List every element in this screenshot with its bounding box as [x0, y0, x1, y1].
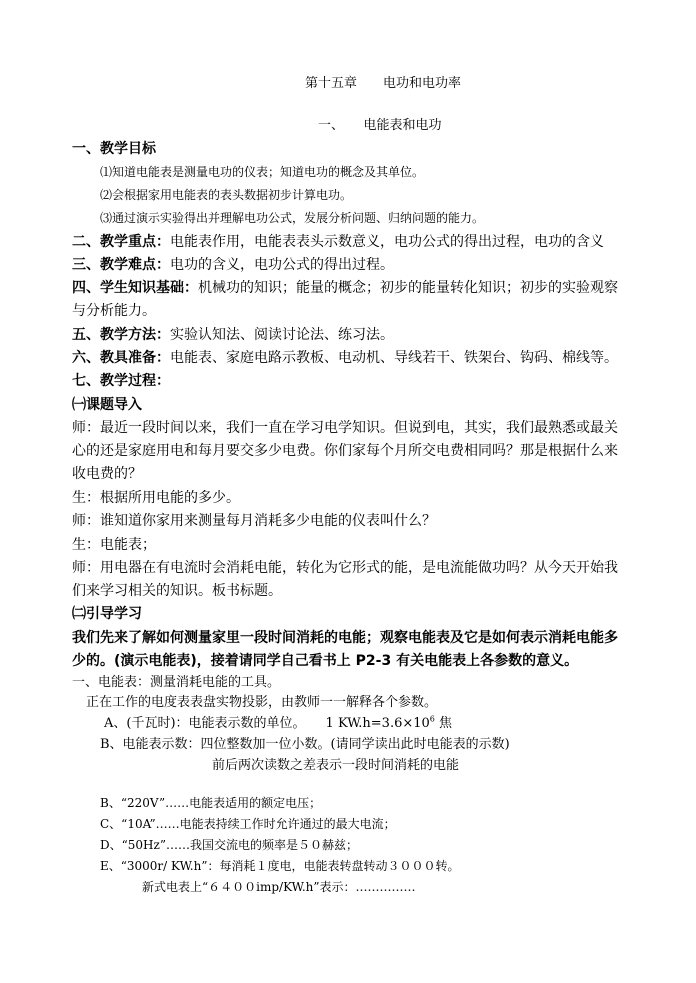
unit-conversion-base: 1 KW.h=3.6×10: [325, 716, 430, 731]
dialogue-line: 心的还是家庭用电和每月要交多少电费。你们家每个月所交电费相同吗？那是根据什么来: [72, 443, 618, 459]
key-points-heading: 二、教学重点：: [72, 234, 170, 250]
dialogue-line: 们来学习相关的知识。板书标题。: [72, 583, 282, 599]
param-current: C、“10A”……电能表持续工作时允许通过的最大电流；: [100, 817, 396, 831]
reading-difference: 前后两次读数之差表示一段时间消耗的电能: [212, 758, 460, 773]
goal-item: ⑵会根据家用电能表的表头数据初步计算电功。: [100, 188, 353, 202]
dialogue-line: 收电费的？: [72, 466, 142, 482]
methods-text: 实验认知法、阅读讨论法、练习法。: [170, 327, 394, 343]
bold-instruction: 我们先来了解如何测量家里一段时间消耗的电能；观察电能表及它是如何表示消耗电能多: [72, 630, 618, 646]
knowledge-base-cont: 与分析能力。: [72, 303, 156, 319]
dialogue-line: 师：谁知道你家用来测量每月消耗多少电能的仪表叫什么？: [72, 513, 436, 529]
meter-definition: 一、电能表：测量消耗电能的工具。: [72, 675, 281, 690]
heading-intro: ㈠课题导入: [72, 397, 142, 413]
meter-unit: [104, 716, 452, 732]
param-new-meter: 新式电表上“６４００imp/KW.h”表示：……………: [142, 880, 416, 894]
knowledge-base-heading: 四、学生知识基础：: [72, 280, 198, 296]
key-points-text: 电能表作用，电能表表头示数意义，电功公式的得出过程，电功的含义: [170, 234, 604, 250]
param-frequency: D、“50Hz”……我国交流电的频率是５０赫兹；: [100, 838, 358, 852]
dialogue-line: 师：最近一段时间以来，我们一直在学习电学知识。但说到电，其实，我们最熟悉或最关: [72, 420, 618, 436]
dialogue-line: 生：电能表；: [72, 537, 156, 553]
difficulties-heading: 三、教学难点：: [72, 257, 170, 273]
heading-teaching-goals: 一、教学目标: [72, 141, 156, 157]
dialogue-line: 生：根据所用电能的多少。: [72, 490, 240, 506]
meter-reading: B、电能表示数：四位整数加一位小数。(请同学读出此时电能表的示数): [100, 737, 510, 752]
goal-item: ⑶通过演示实验得出并理解电功公式，发展分析问题、归纳问题的能力。: [100, 211, 485, 225]
bold-instruction: 少的。(演示电能表)，接着请同学自己看书上 P2-3 有关电能表上各参数的意义。: [72, 653, 579, 669]
materials: [72, 350, 618, 367]
unit-conversion: [326, 716, 452, 732]
knowledge-base: [72, 280, 618, 297]
unit-conversion-exponent: 6: [429, 714, 435, 724]
heading-process: 七、教学过程：: [72, 373, 170, 389]
goal-item: ⑴知道电能表是测量电功的仪表；知道电功的概念及其单位。: [100, 165, 425, 179]
materials-heading: 六、教具准备：: [72, 350, 170, 366]
difficulties-text: 电功的含义，电功公式的得出过程。: [170, 257, 394, 273]
unit-conversion-unit: 焦: [434, 716, 453, 731]
meter-projection: 正在工作的电度表表盘实物投影，由教师一一解释各个参数。: [86, 695, 438, 710]
heading-guided-learning: ㈡引导学习: [72, 606, 142, 622]
methods: [72, 327, 394, 344]
materials-text: 电能表、家庭电路示教板、电动机、导线若干、铁架台、钩码、棉线等。: [170, 350, 618, 366]
knowledge-base-text: 机械功的知识；能量的概念；初步的能量转化知识；初步的实验观察: [198, 280, 618, 296]
param-revolutions: E、“3000r/ KW.h”：每消耗１度电，电能表转盘转动３０００转。: [100, 859, 460, 873]
key-points: [72, 234, 604, 251]
dialogue-line: 师：用电器在有电流时会消耗电能，转化为它形式的能，是电流能做功吗？从今天开始我: [72, 560, 618, 576]
param-voltage: B、“220V”……电能表适用的额定电压；: [100, 796, 322, 810]
methods-heading: 五、教学方法：: [72, 327, 170, 343]
meter-unit-text: A、(千瓦时)：电能表示数的单位。: [104, 716, 306, 731]
section-title: 一、 电能表和电功: [318, 118, 442, 133]
chapter-title: 第十五章 电功和电功率: [305, 76, 462, 91]
difficulties: [72, 257, 394, 274]
